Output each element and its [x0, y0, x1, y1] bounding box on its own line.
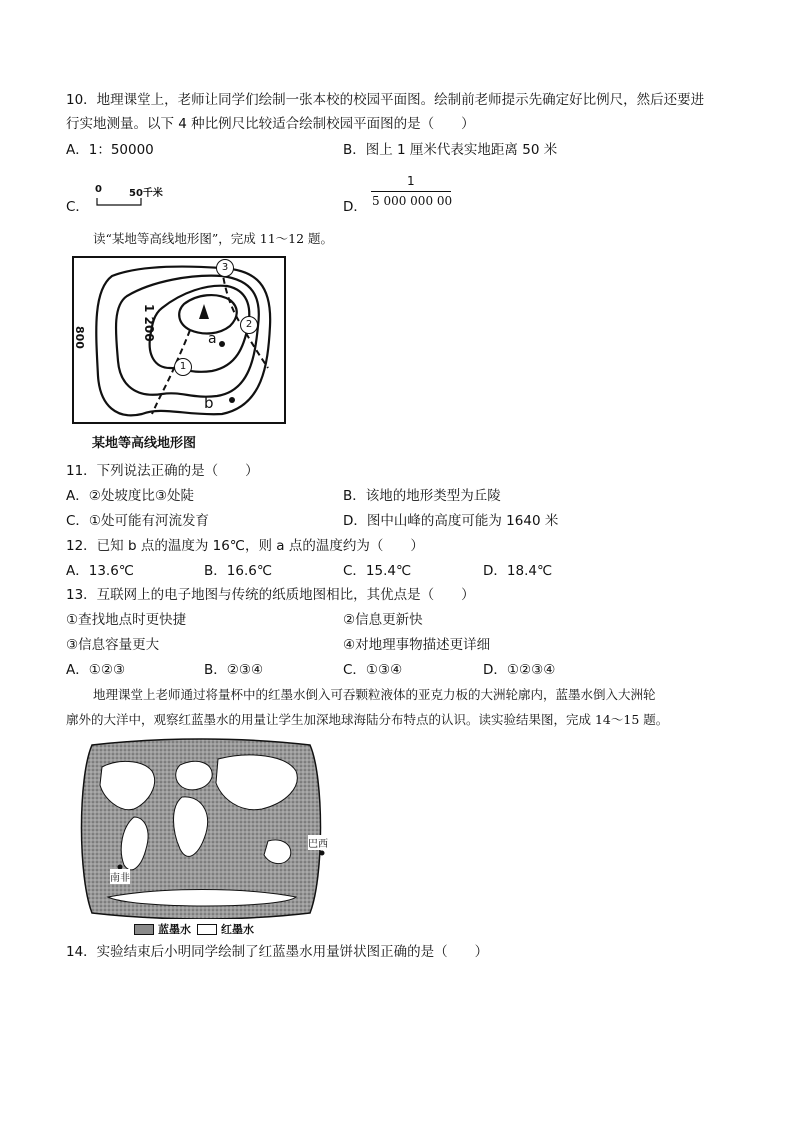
q13-option-d: D．①②③④: [483, 662, 556, 678]
q11-option-b: B．该地的地形类型为丘陵: [343, 488, 501, 504]
scale-zero-label: 0: [95, 184, 102, 195]
fraction-denominator: 5 000 000 00: [372, 194, 453, 208]
q13-option-b: B．②③④: [204, 662, 264, 678]
q14-stem: 14．实验结束后小明同学绘制了红蓝墨水用量饼状图正确的是（ ）: [66, 944, 489, 960]
world-map-figure: [72, 737, 330, 937]
contour-map-caption: 某地等高线地形图: [92, 436, 197, 451]
contour-label-1200: 1 200: [142, 304, 156, 342]
marker-3: 3: [216, 259, 234, 277]
q12-option-d: D．18.4℃: [483, 563, 553, 579]
scale-value-label: 50千米: [129, 188, 163, 199]
q13-option-c: C．①③④: [343, 662, 403, 678]
intro-14-15-line2: 廓外的大洋中，观察红蓝墨水的用量让学生加深地球海陆分布特点的认识。读实验结果图，完成 14～15 题。: [66, 712, 669, 727]
label-south-africa: 南非: [110, 869, 130, 884]
q13-item-2: ②信息更新快: [343, 612, 423, 628]
q10-option-c-scale-bar: [92, 184, 182, 208]
fraction-bar: [371, 191, 451, 192]
q13-option-a: A．①②③: [66, 662, 126, 678]
q11-stem: 11．下列说法正确的是（ ）: [66, 463, 259, 479]
q13-item-1: ①查找地点时更快捷: [66, 612, 187, 628]
q13-item-3: ③信息容量更大: [66, 637, 160, 653]
q10-option-d-fraction: [369, 174, 455, 212]
point-b-label: b: [204, 394, 214, 412]
intro-11-12: 读“某地等高线地形图”，完成 11～12 题。: [93, 231, 334, 246]
q10-option-b: B．图上 1 厘米代表实地距离 50 米: [343, 142, 558, 158]
q10-stem-line1: 10．地理课堂上，老师让同学们绘制一张本校的校园平面图。绘制前老师提示先确定好比例尺，然后还要进: [66, 92, 705, 108]
marker-1: 1: [174, 358, 192, 376]
q12-option-a: A．13.6℃: [66, 563, 134, 579]
world-map-icon: [72, 737, 330, 919]
intro-14-15-line1: 地理课堂上老师通过将量杯中的红墨水倒入可吞颗粒液体的亚克力板的大洲轮廓内，蓝墨水倒入大洲轮: [93, 687, 656, 702]
fraction-numerator: 1: [407, 174, 415, 188]
q11-option-a: A．②处坡度比③处陡: [66, 488, 194, 504]
contour-map-icon: [72, 256, 290, 426]
point-a-label: a: [208, 331, 217, 347]
q11-option-d: D．图中山峰的高度可能为 1640 米: [343, 513, 559, 529]
red-ink-swatch: [197, 924, 217, 935]
q10-option-a: A．1：50000: [66, 142, 154, 158]
marker-2: 2: [240, 316, 258, 334]
label-brazil: 巴西: [308, 835, 328, 850]
q12-stem: 12．已知 b 点的温度为 16℃，则 a 点的温度约为（ ）: [66, 538, 424, 554]
world-map-legend: [134, 921, 254, 937]
contour-label-800: 800: [73, 326, 86, 349]
q12-option-c: C．15.4℃: [343, 563, 412, 579]
q12-option-b: B．16.6℃: [204, 563, 272, 579]
legend-red-ink: 红墨水: [221, 923, 254, 936]
q10-option-c-letter: C．: [66, 199, 89, 215]
q13-item-4: ④对地理事物描述更详细: [343, 637, 491, 653]
scale-bar-icon: [96, 197, 156, 207]
blue-ink-swatch: [134, 924, 154, 935]
contour-map-figure: [72, 256, 290, 454]
q10-stem-line2: 行实地测量。以下 4 种比例尺比较适合绘制校园平面图的是（ ）: [66, 116, 475, 132]
q11-option-c: C．①处可能有河流发育: [66, 513, 210, 529]
q10-option-d-letter: D．: [343, 199, 367, 215]
q13-stem: 13．互联网上的电子地图与传统的纸质地图相比，其优点是（ ）: [66, 587, 475, 603]
legend-blue-ink: 蓝墨水: [158, 923, 191, 936]
